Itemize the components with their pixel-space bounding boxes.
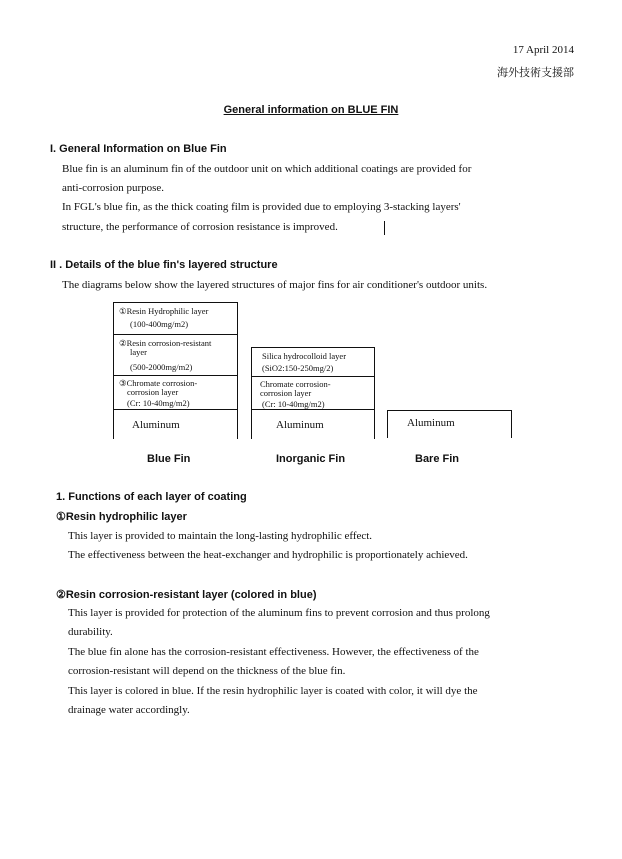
inorganic-fin-layer1 xyxy=(251,347,375,377)
text-cursor xyxy=(384,221,385,235)
page-title: General information on BLUE FIN xyxy=(223,104,399,116)
aluminum-label: Aluminum xyxy=(132,419,180,431)
layer-label: layer xyxy=(130,347,147,357)
blue-fin-aluminum xyxy=(113,409,238,439)
section1-line: Blue fin is an aluminum fin of the outdoor unit on which additional coatings are provided for xyxy=(62,163,472,175)
section1-line: anti-corrosion purpose. xyxy=(62,182,165,194)
inorganic-fin-aluminum xyxy=(251,409,375,439)
layer-label: Chromate corrosion- xyxy=(260,379,331,389)
section2-heading: II . Details of the blue fin's layered structure xyxy=(50,259,278,271)
function2-heading: ②Resin corrosion-resistant layer (colored in blue) xyxy=(56,589,317,601)
section1-line: structure, the performance of corrosion resistance is improved. xyxy=(62,221,338,233)
layer-value: (100-400mg/m2) xyxy=(130,319,189,329)
function2-line: corrosion-resistant will depend on the thickness of the blue fin. xyxy=(68,665,346,677)
bare-fin-aluminum xyxy=(387,410,512,438)
layer-label: ②Resin corrosion-resistant xyxy=(119,338,212,348)
aluminum-label: Aluminum xyxy=(407,417,455,429)
functions-heading: 1. Functions of each layer of coating xyxy=(56,491,247,503)
blue-fin-layer1 xyxy=(113,302,238,335)
inorganic-fin-caption: Inorganic Fin xyxy=(276,453,346,465)
layer-value: (Cr: 10-40mg/m2) xyxy=(127,398,190,408)
function2-line: drainage water accordingly. xyxy=(68,704,190,716)
layer-label: Silica hydrocolloid layer xyxy=(262,351,347,361)
function2-line: This layer is colored in blue. If the resin hydrophilic layer is coated with color, it will dye the xyxy=(68,685,478,697)
section2-intro: The diagrams below show the layered structures of major fins for air conditioner's outdoor units. xyxy=(62,279,488,291)
bare-fin-caption: Bare Fin xyxy=(415,453,460,465)
function2-line: This layer is provided for protection of the aluminum fins to prevent corrosion and thus prolong xyxy=(68,607,490,619)
layer-value: (SiO2:150-250mg/2) xyxy=(262,363,334,373)
blue-fin-layer2 xyxy=(113,334,238,376)
function2-line: durability. xyxy=(68,626,113,638)
layer-label: corrosion layer xyxy=(260,388,312,398)
function1-line: This layer is provided to maintain the long-lasting hydrophilic effect. xyxy=(68,530,373,542)
function1-heading: ①Resin hydrophilic layer xyxy=(56,511,187,523)
layer-value: (Cr: 10-40mg/m2) xyxy=(262,399,325,409)
layer-value: (500-2000mg/m2) xyxy=(130,362,193,372)
layer-label: ①Resin Hydrophilic layer xyxy=(119,306,209,316)
document-date: 17 April 2014 xyxy=(512,44,574,56)
blue-fin-layer3 xyxy=(113,375,238,410)
function2-line: The blue fin alone has the corrosion-resistant effectiveness. However, the effectiveness of the xyxy=(68,646,479,658)
function1-line: The effectiveness between the heat-exchanger and hydrophilic is proportionately achieved. xyxy=(68,549,468,561)
section1-heading: I. General Information on Blue Fin xyxy=(50,143,227,155)
department-name: 海外技術支援部 xyxy=(497,67,574,79)
layer-label: corrosion layer xyxy=(127,387,179,397)
blue-fin-caption: Blue Fin xyxy=(147,453,191,465)
section1-line: In FGL's blue fin, as the thick coating film is provided due to employing 3-stacking layers' xyxy=(62,201,461,213)
aluminum-label: Aluminum xyxy=(276,419,324,431)
layer-label: ③Chromate corrosion- xyxy=(119,378,198,388)
inorganic-fin-layer2 xyxy=(251,376,375,410)
